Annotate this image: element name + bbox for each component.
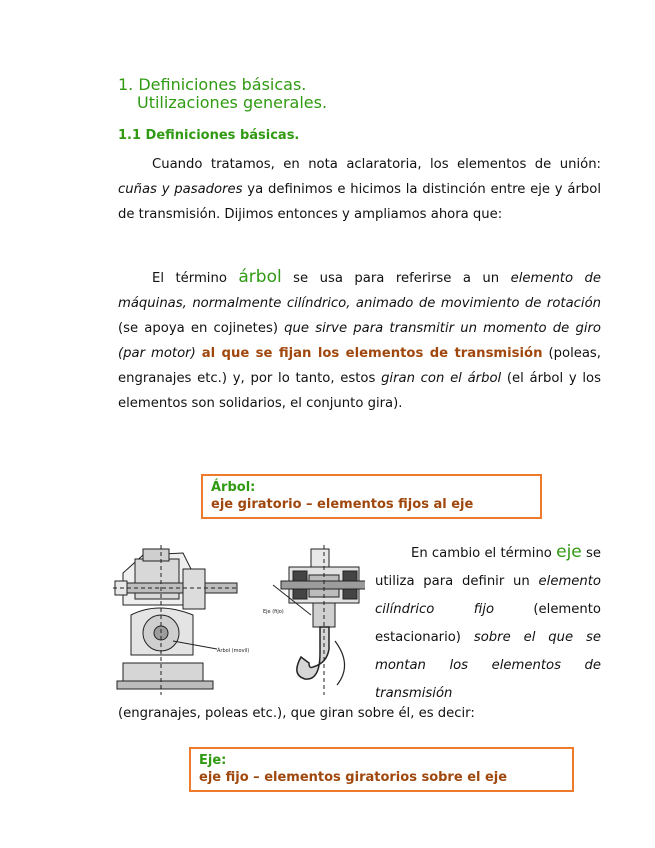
label-eje: Eje (fijo) [263, 609, 284, 615]
p2-text-j: (el árbol y los elementos son solidarios, el conjunto gira). [118, 371, 601, 411]
p2-text-i: giran con el árbol [381, 371, 502, 386]
box-eje-title: Eje: [199, 753, 227, 768]
p3-text-c: elemento cilíndrico fijo [375, 574, 601, 617]
p2-text-a: El término [152, 271, 239, 286]
p1-text-a: Cuando tratamos, en nota aclaratoria, los elementos de unión: [152, 157, 601, 172]
definition-box-arbol [201, 474, 542, 519]
box-arbol-desc: eje giratorio – elementos fijos al eje [211, 497, 474, 512]
heading-line-1: 1. Definiciones básicas. [118, 75, 307, 94]
paragraph-intro [118, 152, 601, 227]
p1-text-c: ya definimos e hicimos la distinción entre eje y árbol de transmisión. Dijimos entonces y ampliamos ahora que: [118, 182, 601, 222]
paragraph-eje [375, 538, 601, 708]
p3-text-a: En cambio el término [411, 546, 557, 561]
heading-line-2: Utilizaciones generales. [137, 93, 328, 112]
subsection-heading: 1.1 Definiciones básicas. [118, 128, 300, 143]
p3-text-b: se utiliza para definir un [375, 546, 601, 589]
p2-text-c: elemento de máquinas, normalmente cilíndrico, animado de movimiento de rotación [118, 271, 602, 311]
box-eje-desc: eje fijo – elementos giratorios sobre el eje [199, 770, 508, 785]
definition-box-eje [189, 747, 574, 792]
box-arbol-title: Árbol: [211, 480, 256, 495]
p2-highlight: al que se fijan los elementos de transmisión [201, 346, 543, 361]
label-arbol: Árbol (movil) [217, 648, 250, 654]
section-heading [118, 76, 327, 112]
p2-text-d: (se apoya en cojinetes) [118, 321, 285, 336]
p1-text-b: cuñas y pasadores [118, 182, 243, 197]
shaft-drawing [113, 545, 365, 697]
p3-text-d: (elemento estacionario) [375, 602, 601, 645]
term-eje: eje [556, 542, 582, 562]
p2-text-b: se usa para referirse a un [281, 271, 511, 286]
p2-text-h: (poleas, engranajes etc.) y, por lo tanto, estos [118, 346, 601, 386]
paragraph-arbol [118, 265, 601, 416]
paragraph-eje-continued: (engranajes, poleas etc.), que giran sobre él, es decir: [118, 706, 475, 721]
term-arbol: árbol [238, 267, 282, 287]
shaft-figure [113, 545, 365, 697]
p2-text-e: que sirve para transmitir un momento de giro (par motor) [118, 321, 601, 361]
p3-text-e: sobre el que se montan los elementos de transmisión [375, 630, 601, 701]
